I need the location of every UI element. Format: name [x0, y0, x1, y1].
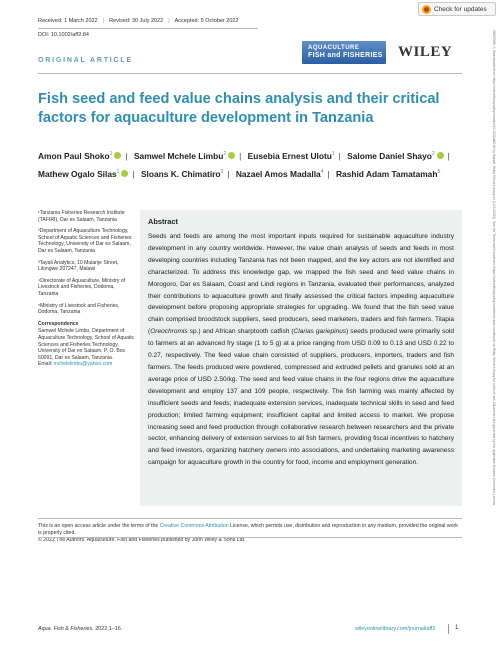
check-for-updates-label: Check for updates — [434, 5, 487, 13]
journal-url-link[interactable]: wileyonlinelibrary.com/journal/aff2 — [355, 626, 436, 632]
publisher-logo[interactable]: WILEY — [398, 44, 453, 60]
affiliation: ¹Tanzania Fisheries Research Institute (TAFIRI), Dar es Salaam, Tanzania — [38, 210, 125, 223]
author[interactable] — [134, 151, 235, 161]
license-text: This is an open access article under the terms of the — [38, 523, 160, 529]
author-list — [38, 146, 468, 182]
journal-abbrev: Aqua. Fish & Fisheries. — [38, 626, 94, 632]
article-title: Fish seed and feed value chains analysis and their critical factors for aquaculture development in Tanzania — [38, 91, 440, 126]
abstract-heading: Abstract — [148, 217, 178, 226]
affiliation: ⁵Ministry of Livestock and Fisheries, Dodoma, Tanzania — [38, 302, 120, 316]
orcid-icon[interactable] — [437, 152, 444, 159]
affiliation: ⁴Directorate of Aquaculture, Ministry of Livestock and Fisheries, Dodoma, Tanzania — [38, 277, 126, 297]
abstract-species-catfish: Clarias gariepinus — [293, 328, 347, 336]
abstract-segment: sp.) and African sharptooth catfish ( — [187, 328, 294, 336]
affiliation: ²Department of Aquaculture Technology, School of Aquatic Sciences and Fisheries Technology, University of Dar es Salaam, Dar es Salaam, Tanzania — [38, 228, 132, 254]
author-separator: | — [338, 150, 341, 161]
doi[interactable]: DOI: 10.1002/aff2.84 — [38, 32, 89, 38]
author[interactable] — [141, 169, 223, 179]
check-for-updates-button[interactable] — [418, 2, 496, 16]
correspondence-heading: Correspondence — [38, 320, 79, 327]
author-separator: | — [227, 168, 230, 179]
correspondence-body: Samwel Mchele Limbu, Department of Aquaculture Technology, School of Aquatic Sciences and Fisheries Technology, University of Dar es Salaam, P. O. Box 60091, Dar es Salaam, Tanzania. — [38, 328, 135, 361]
abstract-text — [148, 231, 454, 469]
author-affiliation-number: 1 — [116, 168, 120, 175]
author-affiliation-number: 2 — [223, 151, 227, 157]
author-separator: | — [327, 168, 330, 179]
author[interactable] — [336, 169, 440, 179]
author-affiliation-number: 3 — [220, 168, 224, 175]
abstract-segment: Seeds and feeds are among the most important inputs required for sustainable aquaculture industry development in any country worldwide. However, the value chain analysis of seeds and feeds in most developing countries including Tanzania has not been mapped, and the key actors are not identified and characterized. To address this knowledge gap, we mapped the fish seed and feed value chains in Morogoro, Dar es Salaam, Coast and Lindi regions in Tanzania, evaluated their performances, analyzed their contributions to aquaculture growth and finally assessed the critical factors impeding aquaculture development before proposing appropriate strategies for upgrading. We found that the fish seed value chain comprised broodstock suppliers, seed producers, seed marketers, traders and fish farmers. Tilapia ( — [148, 233, 454, 336]
email-label: Email: — [38, 361, 53, 368]
license-notice — [38, 523, 462, 544]
author[interactable] — [38, 151, 121, 161]
author-name: Nazael Amos Madalla — [235, 168, 321, 179]
orcid-icon[interactable] — [114, 152, 121, 159]
author-name: Salome Daniel Shayo — [347, 150, 432, 161]
journal-logo[interactable] — [302, 41, 386, 64]
author-affiliation-number: 5 — [437, 168, 441, 175]
affiliations-column — [38, 210, 136, 373]
date-separator: | — [168, 18, 170, 24]
author-affiliation-number: 1 — [109, 151, 113, 157]
citation — [38, 626, 122, 632]
author[interactable] — [248, 151, 335, 161]
crossmark-icon — [422, 5, 431, 14]
author-name: Samwel Mchele Limbu — [133, 150, 224, 161]
author-separator: | — [447, 150, 450, 161]
author[interactable] — [38, 169, 128, 179]
author-affiliation-number: 4 — [320, 168, 324, 175]
revised-date: Revised: 30 July 2022 — [109, 18, 164, 24]
author-name: Amon Paul Shoko — [38, 150, 110, 161]
journal-logo-line2: FISH and FISHERIES — [308, 52, 383, 59]
page-number: 1 — [455, 625, 459, 631]
header-divider — [38, 28, 258, 29]
author-name: Eusebia Ernest Ulotu — [247, 150, 332, 161]
author-name: Mathew Ogalo Silas — [38, 168, 117, 179]
abstract-box — [140, 210, 462, 506]
affiliation: ³Tayali Analytics, 10 Mulanje Street, Lilongwe 207247, Malawi — [38, 259, 119, 273]
orcid-icon[interactable] — [228, 152, 235, 159]
author-name: Rashid Adam Tamatamah — [336, 168, 438, 179]
author-separator: | — [132, 168, 135, 179]
author[interactable] — [347, 151, 444, 161]
license-text: License, which permits use, distribution and reproduction in any medium, provided the original work is properly cited. — [38, 523, 458, 536]
received-date: Received: 1 March 2022 — [38, 18, 98, 24]
abstract-species-tilapia: Oreochromis — [150, 328, 188, 336]
download-watermark: 26933589, 0, Downloaded from https://onlinelibrary.wiley.com/doi/10.1002/aff2.84 by Malawi, Wiley Online Library on [14/11/2022]. See the Terms and Conditions (https://onlinelibrary.wiley.com/terms-and-conditions) on Wiley Online Library for rules of use; OA articles are governed by the applicable Creative Commons License — [492, 30, 496, 506]
accepted-date: Accepted: 5 October 2022 — [174, 18, 239, 24]
article-dates — [38, 18, 239, 24]
email-link[interactable]: mchelelimbu@yahoo.com — [53, 361, 113, 368]
correspondence-address — [38, 328, 136, 368]
license-divider — [38, 518, 462, 519]
author-affiliation-number: 2 — [431, 151, 435, 157]
author-separator: | — [239, 150, 242, 161]
orcid-icon[interactable] — [121, 170, 128, 177]
license-bottom-divider — [38, 537, 462, 538]
date-separator: | — [102, 18, 105, 24]
article-type-divider — [38, 73, 462, 74]
creative-commons-link[interactable]: Creative Commons Attribution — [159, 523, 229, 529]
copyright: © 2022 The Authors. Aquaculture, Fish and Fisheries published by John Wiley & Sons Ltd. — [38, 537, 246, 543]
author-name: Sloans K. Chimatiro — [140, 168, 221, 179]
author[interactable] — [236, 169, 324, 179]
page-separator — [448, 624, 449, 634]
citation-year-pages: 2022;1–16. — [93, 626, 123, 632]
author-separator: | — [125, 150, 128, 161]
article-type: ORIGINAL ARTICLE — [38, 57, 133, 64]
journal-logo-line1: AQUACULTURE — [308, 45, 360, 51]
author-affiliation-number: 1 — [331, 151, 335, 157]
abstract-segment: ) seeds produced were primarily sold to farmers at an advanced fry stage (1 to 5 g) at a price ranging from USD 0.09 to 0.13 and USD 0.22 to 0.27, respectively. The feed value chain consisted of suppliers, producers, importers, traders and fish farmers. The feeds produced were powdered, compressed and extruded pellets and granules sold at an average price of USD 2.50/kg. The seed and feed value chains in the four regions drive the aquaculture development and employ 137 and 109 people, respectively. The fish farming was mainly affected by insufficient seeds and feeds; inadequate extension services, inadequate technical skills in seed and feed production; limited farming equipment; insufficient capital and limited access to market. We propose increasing seed and feed production through collaborative research between researchers and the private sector, enhancing delivery of extension services to all fish farmers, providing fiscal incentives to hatchery and feed investors, organizing hatchery owners into associations, and undertaking marketing awareness campaign for aquaculture growth in the country for food, income and employment generation. — [148, 328, 454, 467]
